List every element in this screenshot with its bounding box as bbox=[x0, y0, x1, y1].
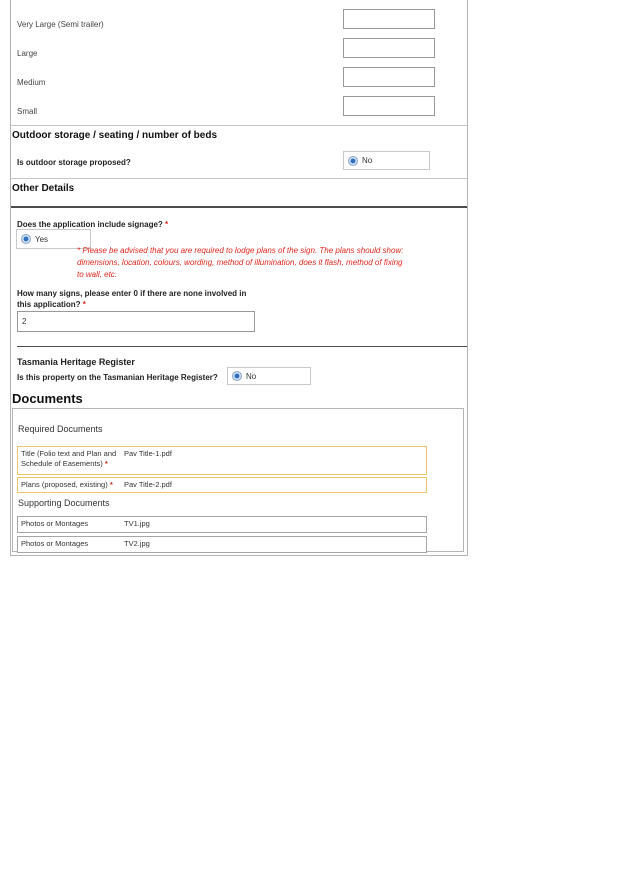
radio-selected-icon[interactable] bbox=[232, 371, 242, 381]
group-top-border bbox=[11, 206, 467, 208]
heritage-section-header: Tasmania Heritage Register bbox=[17, 357, 135, 367]
documents-section-header: Documents bbox=[12, 391, 83, 406]
required-asterisk: * bbox=[109, 480, 113, 489]
radio-selected-icon[interactable] bbox=[348, 156, 358, 166]
document-type-text: Plans (proposed, existing) bbox=[21, 480, 108, 489]
supporting-document-row bbox=[17, 536, 427, 553]
required-asterisk: * bbox=[104, 459, 108, 468]
section-divider bbox=[11, 125, 467, 126]
required-documents-header: Required Documents bbox=[18, 424, 103, 434]
other-details-section-header: Other Details bbox=[12, 183, 75, 194]
vehicle-size-input-very-large[interactable] bbox=[343, 9, 435, 29]
signage-plans-note: * Please be advised that you are required to lodge plans of the sign. The plans should show: dimensions, location, colours, wording, method of illumination, does it flash, method of fixing to wall, etc. bbox=[77, 246, 404, 279]
heritage-question-label: Is this property on the Tasmanian Heritage Register? bbox=[17, 373, 218, 382]
required-document-row bbox=[17, 446, 427, 475]
document-type bbox=[21, 449, 124, 469]
section-divider bbox=[11, 178, 467, 179]
outdoor-storage-section-header: Outdoor storage / seating / number of beds bbox=[12, 130, 218, 141]
radio-selected-icon[interactable] bbox=[21, 234, 31, 244]
documents-panel bbox=[12, 408, 464, 552]
document-file-name: Pav Title-2.pdf bbox=[124, 480, 172, 489]
vehicle-size-label-small: Small bbox=[17, 107, 38, 116]
heritage-answer-label: No bbox=[246, 371, 257, 381]
group-divider bbox=[17, 346, 467, 347]
document-type bbox=[21, 480, 124, 490]
required-asterisk: * bbox=[165, 220, 169, 229]
heritage-answer-group bbox=[227, 367, 311, 385]
vehicle-size-input-small[interactable] bbox=[343, 96, 435, 116]
document-file-name: Pav Title-1.pdf bbox=[124, 449, 172, 458]
vehicle-size-input-large[interactable] bbox=[343, 38, 435, 58]
supporting-document-row bbox=[17, 516, 427, 533]
vehicle-size-label-very-large: Very Large (Semi trailer) bbox=[17, 20, 104, 29]
sign-count-question-text: How many signs, please enter 0 if there are none involved in this application? bbox=[17, 289, 247, 309]
sign-count-question-label bbox=[17, 288, 255, 310]
signage-answer-label: Yes bbox=[35, 234, 49, 244]
vehicle-size-label-large: Large bbox=[17, 49, 38, 58]
document-file-name: TV2.jpg bbox=[124, 539, 150, 548]
vehicle-size-label-medium: Medium bbox=[17, 78, 46, 87]
vehicle-size-input-medium[interactable] bbox=[343, 67, 435, 87]
application-form-panel bbox=[10, 0, 468, 556]
document-type-text: Title (Folio text and Plan and Schedule of Easements) bbox=[21, 449, 117, 468]
document-type: Photos or Montages bbox=[21, 519, 89, 528]
outdoor-storage-answer-group bbox=[343, 151, 430, 170]
supporting-documents-header: Supporting Documents bbox=[18, 498, 110, 508]
required-asterisk: * bbox=[82, 300, 86, 309]
signage-question-text: Does the application include signage? bbox=[17, 220, 163, 229]
outdoor-storage-answer-label: No bbox=[362, 156, 373, 165]
outdoor-storage-question-label: Is outdoor storage proposed? bbox=[17, 158, 131, 167]
document-file-name: TV1.jpg bbox=[124, 519, 150, 528]
document-type: Photos or Montages bbox=[21, 539, 89, 548]
sign-count-input[interactable] bbox=[17, 311, 255, 332]
required-document-row bbox=[17, 477, 427, 493]
